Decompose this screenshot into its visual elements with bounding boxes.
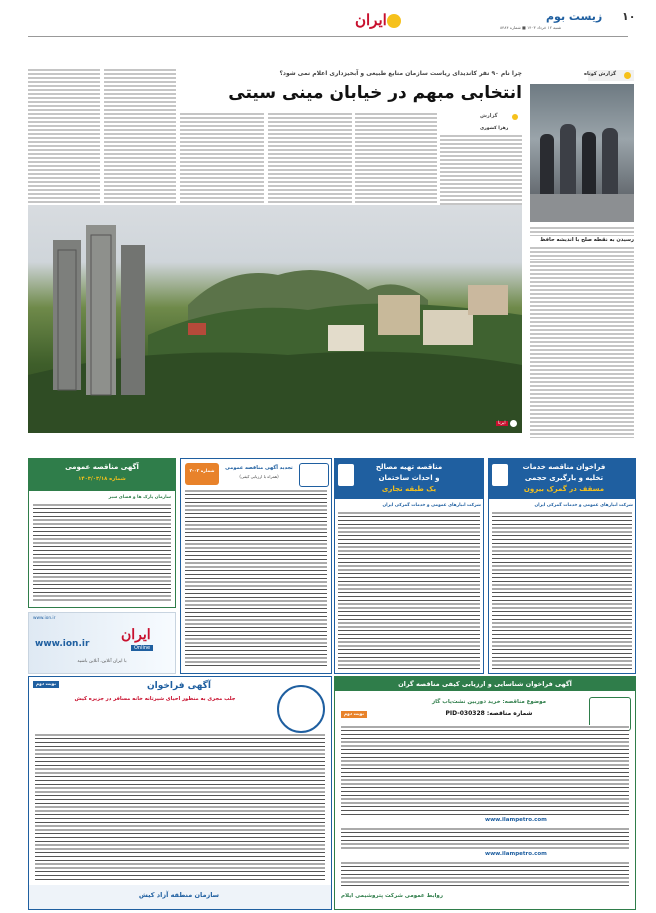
ad3-title: تجدید آگهی مناقصه عمومی <box>225 465 293 471</box>
ad2-logo-icon <box>338 464 354 486</box>
ad6-footer: روابط عمومی شرکت پتروشیمی ایلام <box>341 893 444 899</box>
ad-ilam-petro <box>334 676 636 910</box>
ad6-site-2[interactable]: www.ilampetro.com <box>485 851 547 857</box>
ad6-title: آگهی فراخوان شناسایی و ارزیابی کیفی مناقصه گران <box>398 680 572 688</box>
ad5-stage: نوبت دوم <box>33 681 59 688</box>
ad6-subject: موضوع مناقصه: خرید دوربین نشت‌یاب گاز <box>431 699 547 705</box>
ad-public-tender <box>28 458 176 608</box>
article-headline: انتخابی مبهم در خیابان مینی سیتی <box>228 83 522 103</box>
header-rule <box>28 36 628 37</box>
ion-brand: ایران <box>121 627 151 643</box>
ad2-org: شرکت انبارهای عمومی و خدمات گمرکی ایران <box>382 503 481 508</box>
ad6-site-1[interactable]: www.ilampetro.com <box>485 817 547 823</box>
article-col-6 <box>28 68 100 208</box>
section-title: زیست بوم <box>546 10 603 23</box>
feature-photo <box>28 205 522 433</box>
ad1-title-2: تخلیه و بارگیری حجمی <box>524 474 604 482</box>
ad4-number: شماره ۱۴۰۳/۰۳/۱۸ <box>78 476 126 482</box>
article-kicker: چرا نام ۹۰ نفر کاندیدای ریاست سازمان منابع طبیعی و آبخیزداری اعلام نمی شود؟ <box>279 70 522 77</box>
ad3-logo-icon <box>299 463 329 487</box>
ad5-title: آگهی فراخوان <box>147 681 211 691</box>
ad2-title-2: و احداث ساختمان <box>378 474 440 482</box>
ad-tender-building <box>334 458 484 674</box>
ad5-subtitle: جلب مجری به منظور احیای شیرتانه خانه مسافر در جزیره کیش <box>74 696 236 702</box>
page-number: ۱۰ <box>622 10 636 23</box>
ad-ion-online <box>28 612 176 674</box>
ad1-title-3: مسقف در گمرک بیرون <box>523 485 605 493</box>
brief-label: گزارش کوتاه <box>584 71 616 77</box>
ad1-title-1: فراخوان مناقصه خدمات <box>522 463 606 471</box>
photo-credit: ایرنا <box>498 421 506 426</box>
camera-icon <box>510 420 517 427</box>
brief-headline: رسیدن به نقطه صلح با اندیشه حافظ <box>540 237 634 243</box>
ad1-org: شرکت انبارهای عمومی و خدمات گمرکی ایران <box>534 503 633 508</box>
ion-url-2[interactable]: www.ion.ir <box>35 639 90 649</box>
ad4-org: سازمان پارک ها و فضای سبز <box>108 495 171 500</box>
ad5-logo-icon <box>277 685 325 733</box>
report-label <box>470 112 520 122</box>
date-line: شنبه ۱۲ خرداد ۱۴۰۳ ■ شماره ۸۴۸۴ <box>500 25 562 30</box>
ad-renewed-tender <box>180 458 332 674</box>
ion-online: Online <box>131 645 153 651</box>
ad6-stage: نوبت دوم <box>341 711 367 718</box>
ad-tender-services <box>488 458 636 674</box>
ad2-title-3: یک طبقه تجاری <box>381 485 437 493</box>
ad1-logo-icon <box>492 464 508 486</box>
sun-icon <box>387 14 401 28</box>
sidebar-col-text <box>530 260 634 438</box>
brief-photo <box>530 84 634 222</box>
ad5-footer: سازمان منطقه آزاد کیش <box>138 891 220 899</box>
ion-url[interactable]: www.ion.ir <box>33 616 56 621</box>
page-header <box>0 0 656 38</box>
ad6-tender-no: شماره مناقصه: PID-030328 <box>445 710 533 717</box>
ion-tagline: با ایران آنلاین، آنلاین باشید <box>77 659 127 664</box>
ad4-title: آگهی مناقصه عمومی <box>65 463 139 471</box>
logo-text: ایران <box>355 11 387 29</box>
article-col-2 <box>355 112 437 210</box>
brief-dot-icon <box>624 72 631 79</box>
ad3-number: شماره ۰۳-۳ <box>189 469 215 474</box>
ad-kish-call <box>28 676 332 910</box>
ad3-number-box <box>185 463 219 485</box>
logo <box>355 11 403 31</box>
author: زهرا کشوری <box>480 126 509 131</box>
report-text: گزارش <box>480 113 498 119</box>
dot-icon <box>512 114 518 120</box>
ad3-subtitle: (همراه با ارزیابی کیفی) <box>239 474 279 479</box>
ad2-title-1: مناقصه تهیه مصالح <box>375 463 443 471</box>
